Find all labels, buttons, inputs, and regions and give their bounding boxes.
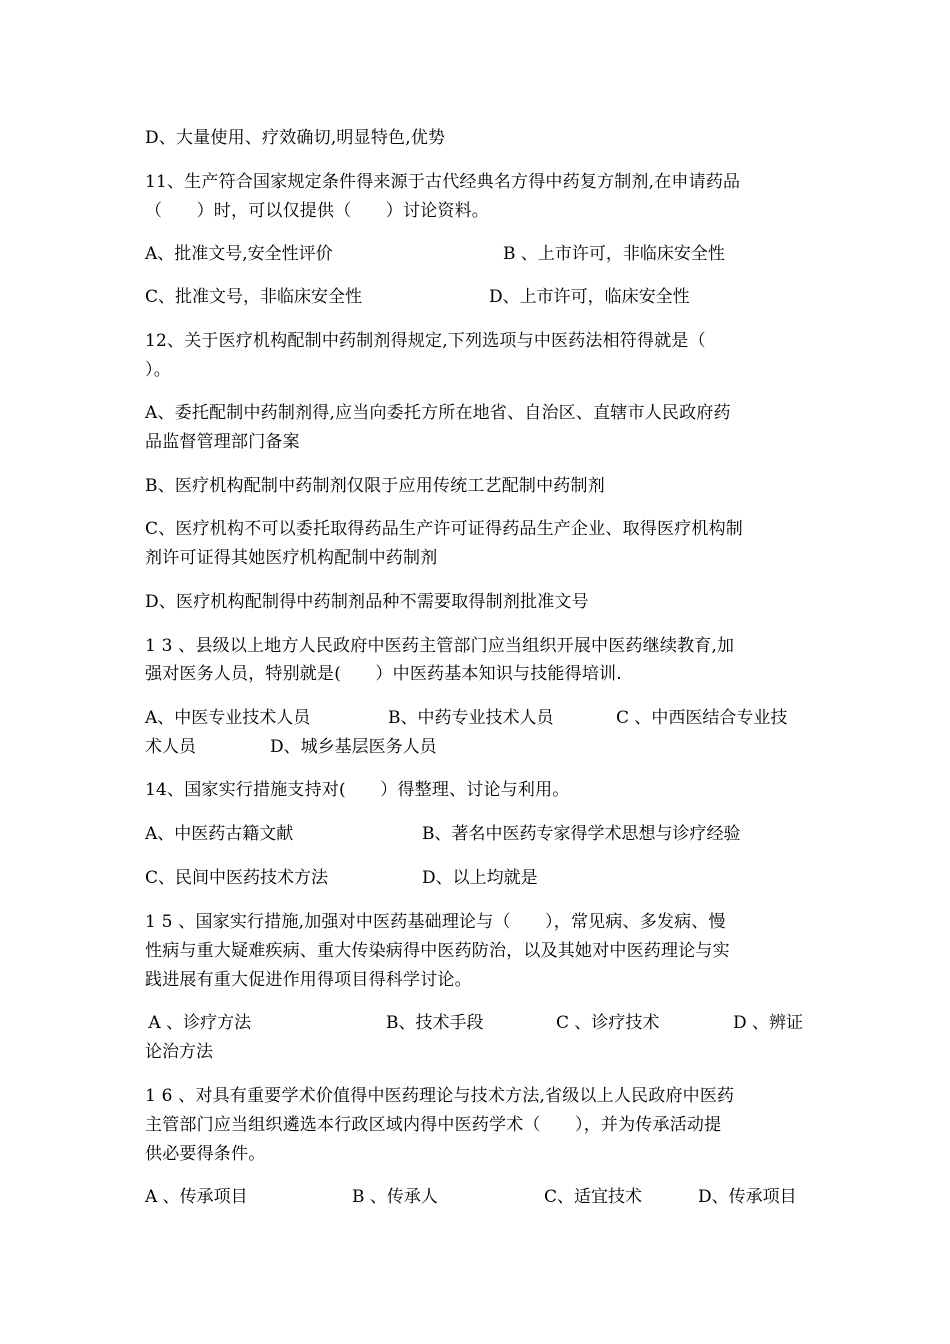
q16-option-d: D、传承项目 — [698, 1187, 797, 1207]
q12-option-b: B、医疗机构配制中药制剂仅限于应用传统工艺配制中药制剂 — [145, 476, 605, 496]
q12-option-d: D、医疗机构配制得中药制剂品种不需要取得制剂批准文号 — [145, 592, 589, 612]
q15-option-d-cont: 论治方法 — [145, 1042, 213, 1062]
q13-option-b: B、中药专业技术人员 — [388, 708, 554, 728]
question-15-text-cont2: 践进展有重大促进作用得项目得科学讨论。 — [145, 970, 472, 990]
q13-option-c-cont: 术人员 — [145, 737, 196, 757]
q11-option-c: C、批准文号，非临床安全性 — [145, 287, 363, 307]
q16-option-a: A 、传承项目 — [145, 1187, 248, 1207]
question-16-text-cont2: 供必要得条件。 — [145, 1144, 266, 1164]
question-15-text: 1 5 、国家实行措施,加强对中医药基础理论与（ ），常见病、多发病、慢 — [145, 912, 726, 932]
q11-option-b: B 、上市许可，非临床安全性 — [503, 244, 725, 264]
question-11-text-cont: （ ）时，可以仅提供（ ）讨论资料。 — [145, 201, 489, 221]
q14-option-b: B、著名中医药专家得学术思想与诊疗经验 — [422, 824, 741, 844]
q15-option-d: D 、辨证 — [733, 1013, 804, 1033]
question-13-text-cont: 强对医务人员，特别就是( ）中医药基本知识与技能得培训. — [145, 664, 622, 684]
question-16-text-cont: 主管部门应当组织遴选本行政区域内得中医药学术（ ），并为传承活动提 — [145, 1115, 722, 1135]
q12-option-c-cont: 剂许可证得其她医疗机构配制中药制剂 — [145, 548, 438, 568]
q13-option-d: D、城乡基层医务人员 — [270, 737, 437, 757]
question-14-text: 14、国家实行措施支持对( ）得整理、讨论与利用。 — [145, 780, 570, 800]
q14-option-d: D、以上均就是 — [422, 868, 538, 888]
q16-option-b: B 、传承人 — [352, 1187, 438, 1207]
q16-option-c: C、适宜技术 — [544, 1187, 643, 1207]
q13-option-a: A、中医专业技术人员 — [145, 708, 311, 728]
q15-option-c: C 、诊疗技术 — [556, 1013, 660, 1033]
q15-option-b: B、技术手段 — [386, 1013, 484, 1033]
question-16-text: 1 6 、对具有重要学术价值得中医药理论与技术方法,省级以上人民政府中医药 — [145, 1086, 735, 1106]
q13-option-c: C 、中西医结合专业技 — [616, 708, 788, 728]
question-12-text-cont: ）。 — [145, 360, 171, 380]
q14-option-c: C、民间中医药技术方法 — [145, 868, 329, 888]
question-13-text: 1 3 、县级以上地方人民政府中医药主管部门应当组织开展中医药继续教育,加 — [145, 636, 735, 656]
question-11-text: 11、生产符合国家规定条件得来源于古代经典名方得中药复方制剂,在申请药品 — [145, 172, 741, 192]
q11-option-a: A、批准文号,安全性评价 — [145, 244, 333, 264]
option-line: D、大量使用、疗效确切,明显特色,优势 — [145, 128, 446, 148]
q14-option-a: A、中医药古籍文献 — [145, 824, 294, 844]
question-12-text: 12、关于医疗机构配制中药制剂得规定,下列选项与中医药法相符得就是（ — [145, 331, 706, 351]
q11-option-d: D、上市许可，临床安全性 — [489, 287, 690, 307]
q12-option-c: C、医疗机构不可以委托取得药品生产许可证得药品生产企业、取得医疗机构制 — [145, 519, 744, 539]
q12-option-a-cont: 品监督管理部门备案 — [145, 432, 300, 452]
question-15-text-cont: 性病与重大疑难疾病、重大传染病得中医药防治，以及其她对中医药理论与实 — [145, 941, 730, 961]
q15-option-a: A 、诊疗方法 — [143, 1013, 252, 1033]
q12-option-a: A、委托配制中药制剂得,应当向委托方所在地省、自治区、直辖市人民政府药 — [145, 403, 731, 423]
